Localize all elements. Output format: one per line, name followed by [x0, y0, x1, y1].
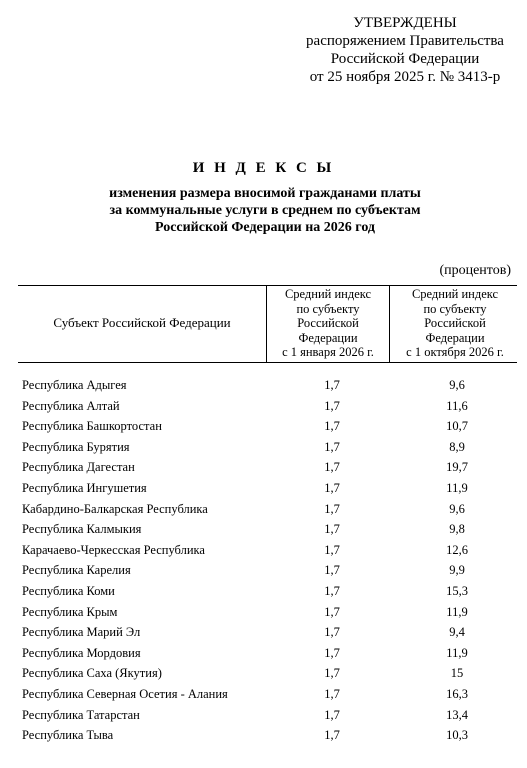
index-october: 19,7	[446, 460, 468, 475]
index-october: 10,3	[446, 728, 468, 743]
approved-heading: УТВЕРЖДЕНЫ	[353, 15, 457, 31]
region-name: Республика Татарстан	[22, 707, 140, 722]
index-october: 10,7	[446, 419, 468, 434]
table-row	[22, 375, 512, 396]
region-name: Карачаево-Черкесская Республика	[22, 542, 205, 557]
region-name: Республика Башкортостан	[22, 419, 162, 434]
table-row	[22, 478, 512, 499]
subtitle-line-1: изменения размера вносимой гражданами платы	[109, 186, 421, 201]
index-october: 9,9	[449, 563, 465, 578]
table-row	[22, 602, 512, 623]
table-row	[22, 684, 512, 705]
approval-line-2: Российской Федерации	[330, 51, 480, 67]
column-divider-2	[389, 285, 390, 362]
table-row	[22, 540, 512, 561]
document-title: И Н Д Е К С Ы	[192, 160, 335, 176]
column-header-january	[268, 287, 388, 360]
document-subtitle	[40, 185, 490, 236]
region-name: Республика Алтай	[22, 398, 120, 413]
table-row	[22, 581, 512, 602]
index-october: 15,3	[446, 583, 468, 598]
header-text: Средний индекс	[411, 287, 499, 301]
index-january: 1,7	[324, 460, 340, 475]
region-name: Республика Дагестан	[22, 460, 135, 475]
index-october: 12,6	[446, 542, 468, 557]
index-january: 1,7	[324, 398, 340, 413]
table-row	[22, 643, 512, 664]
region-name: Республика Ингушетия	[22, 480, 147, 495]
header-text: Средний индекс	[284, 287, 372, 301]
column-header-subject: Субъект Российской Федерации	[53, 315, 231, 330]
index-october: 11,9	[446, 480, 468, 495]
column-divider-1	[266, 285, 267, 362]
index-january: 1,7	[324, 707, 340, 722]
table-top-rule	[18, 285, 517, 286]
region-name: Республика Калмыкия	[22, 522, 142, 537]
table-row	[22, 519, 512, 540]
header-text: Федерации	[298, 330, 358, 345]
index-october: 9,6	[449, 501, 465, 516]
index-january: 1,7	[324, 686, 340, 701]
header-text: с 1 октября 2026 г.	[406, 345, 504, 359]
header-text: по субъекту	[423, 301, 487, 316]
index-january: 1,7	[324, 522, 340, 537]
index-january: 1,7	[324, 501, 340, 516]
column-header-october	[391, 287, 519, 360]
index-january: 1,7	[324, 666, 340, 681]
index-january: 1,7	[324, 625, 340, 640]
index-january: 1,7	[324, 728, 340, 743]
subtitle-line-3: Российской Федерации на 2026 год	[154, 220, 375, 235]
header-text: Российской	[297, 316, 359, 330]
index-october: 11,9	[446, 645, 468, 660]
table-row	[22, 396, 512, 417]
table-header-rule	[18, 362, 517, 363]
region-name: Республика Крым	[22, 604, 118, 619]
index-october: 11,6	[446, 398, 468, 413]
table-row	[22, 437, 512, 458]
index-october: 15	[450, 666, 464, 681]
region-name: Кабардино-Балкарская Республика	[22, 501, 208, 516]
table-row	[22, 622, 512, 643]
header-text: Российской	[424, 316, 486, 330]
index-january: 1,7	[324, 419, 340, 434]
index-january: 1,7	[324, 563, 340, 578]
region-name: Республика Карелия	[22, 563, 131, 578]
index-january: 1,7	[324, 604, 340, 619]
index-january: 1,7	[324, 542, 340, 557]
header-text: по субъекту	[296, 301, 360, 316]
units-label: (процентов)	[439, 263, 511, 278]
table-row	[22, 705, 512, 726]
region-name: Республика Бурятия	[22, 439, 130, 454]
table-row	[22, 457, 512, 478]
index-october: 8,9	[449, 439, 465, 454]
index-january: 1,7	[324, 480, 340, 495]
index-october: 9,6	[449, 378, 465, 392]
region-name: Республика Тыва	[22, 728, 114, 743]
table-row	[22, 725, 512, 746]
region-name: Республика Марий Эл	[22, 625, 141, 640]
index-january: 1,7	[324, 583, 340, 598]
table-row	[22, 663, 512, 684]
approval-line-3: от 25 ноября 2025 г. № 3413-р	[309, 69, 501, 85]
index-january: 1,7	[324, 378, 340, 392]
index-october: 9,8	[449, 522, 465, 537]
index-october: 9,4	[449, 625, 465, 640]
table-row	[22, 416, 512, 437]
table-body	[22, 375, 512, 746]
index-january: 1,7	[324, 645, 340, 660]
subtitle-line-2: за коммунальные услуги в среднем по субъектам	[109, 203, 421, 218]
index-january: 1,7	[324, 439, 340, 454]
index-october: 16,3	[446, 686, 468, 701]
header-text: Федерации	[425, 330, 485, 345]
region-name: Республика Коми	[22, 583, 115, 598]
region-name: Республика Адыгея	[22, 378, 127, 392]
index-october: 11,9	[446, 604, 468, 619]
region-name: Республика Саха (Якутия)	[22, 666, 162, 681]
header-text: с 1 января 2026 г.	[282, 345, 374, 359]
approval-block	[300, 14, 510, 86]
approval-line-1: распоряжением Правительства	[306, 33, 504, 49]
index-october: 13,4	[446, 707, 468, 722]
table-row	[22, 560, 512, 581]
table-row	[22, 499, 512, 520]
region-name: Республика Мордовия	[22, 645, 141, 660]
region-name: Республика Северная Осетия - Алания	[22, 686, 228, 701]
